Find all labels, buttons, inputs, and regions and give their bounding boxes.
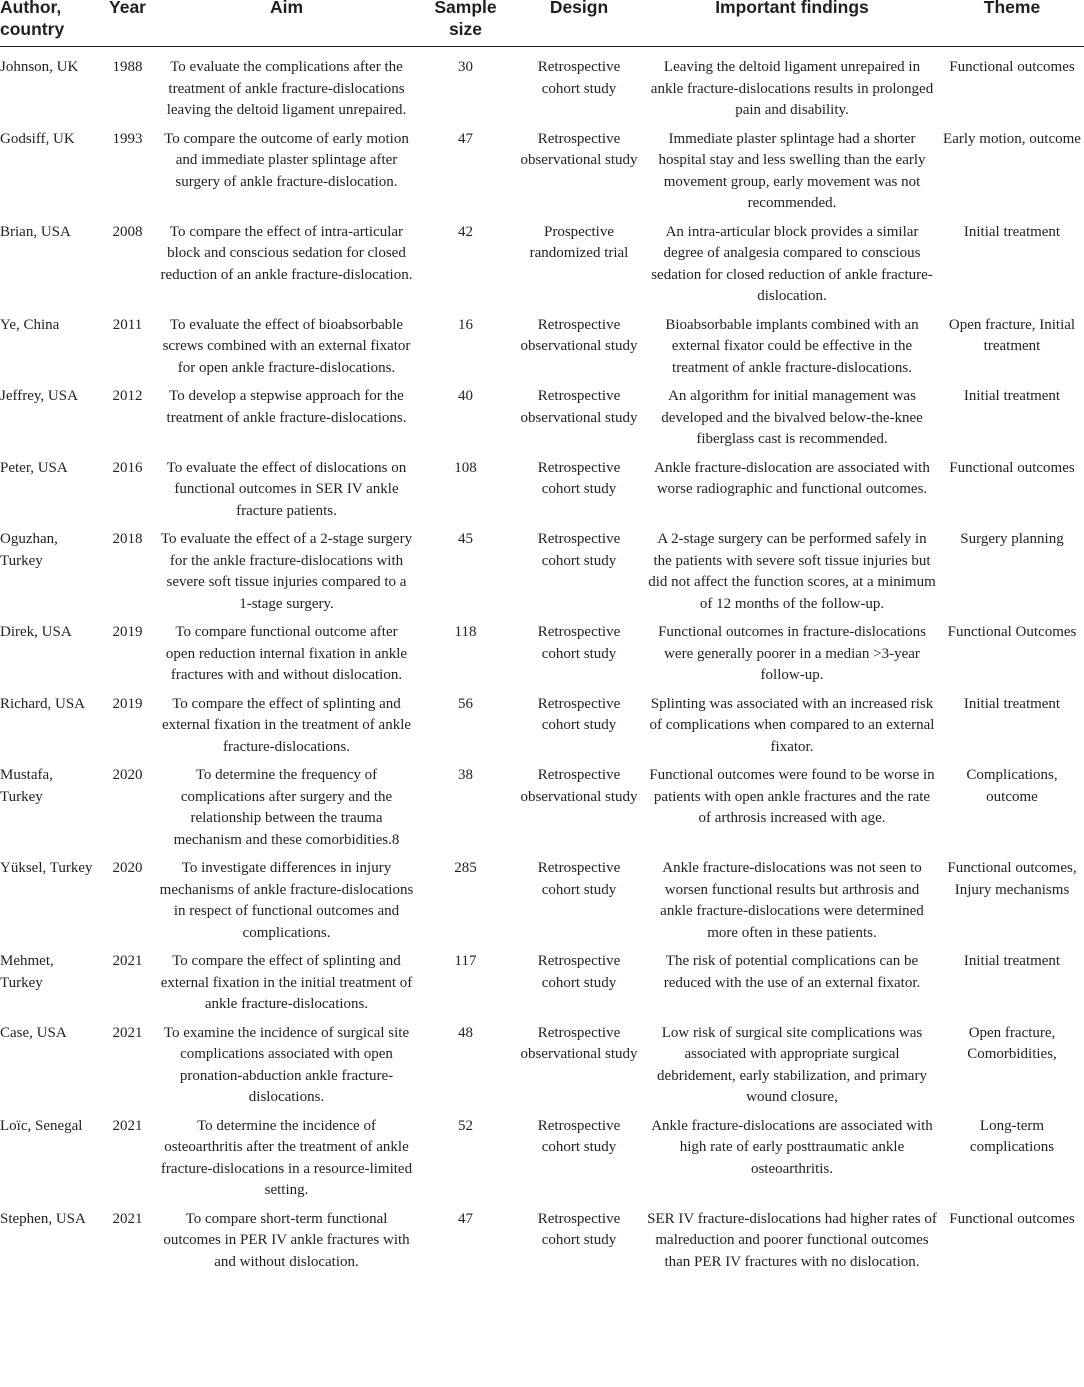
cell-author-country: Ye, China (0, 316, 60, 333)
cell-author-country: Johnson, UK (0, 59, 79, 75)
cell-design: Retrospective observational study (520, 767, 638, 805)
cell-design: Prospective randomized trial (529, 223, 629, 261)
cell-sample-size: 108 (454, 459, 477, 476)
cell-design: Retrospective cohort study (537, 1210, 621, 1248)
cell-sample-size: 118 (454, 624, 477, 640)
cell-aim: To compare functional outcome after open reduction internal fixation in ankle fractures with and without dislocation. (165, 624, 408, 683)
header-important-findings: Important findings (644, 0, 940, 47)
cell-important-findings: Bioabsorbable implants combined with an external fixator could be effective in the treatment of ankle fracture-dislocations. (665, 316, 919, 376)
cell-important-findings: An algorithm for initial management was developed and the bivalved below-the-knee fiberglass cast is recommended. (661, 388, 923, 447)
header-author-country: Author, country (0, 0, 99, 47)
cell-important-findings: Leaving the deltoid ligament unrepaired in ankle fracture-dislocations results in prolonged pain and disability. (650, 59, 934, 118)
cell-sample-size: 47 (458, 130, 473, 147)
cell-aim: To evaluate the effect of a 2-stage surgery for the ankle fracture-dislocations with severe soft tissue injuries compared to a 1-stage surgery. (160, 531, 413, 612)
cell-aim: To compare the effect of splinting and external fixation in the treatment of ankle fracture-dislocations. (161, 695, 412, 755)
table-row (0, 1023, 1084, 1116)
cell-year: 2019 (112, 624, 143, 640)
cell-important-findings: Functional outcomes in fracture-dislocations were generally poorer in a median >3-year follow-up. (658, 624, 926, 683)
table-header (0, 0, 1084, 47)
table-row (0, 315, 1084, 387)
cell-theme: Early motion, outcome (943, 130, 1081, 147)
cell-author-country: Stephen, USA (0, 1210, 86, 1227)
cell-theme: Surgery planning (960, 531, 1064, 547)
header-sample-size: Sample size (417, 0, 514, 47)
cell-author-country: Oguzhan, Turkey (0, 531, 58, 569)
cell-design: Retrospective cohort study (537, 59, 621, 97)
cell-year: 2021 (112, 1024, 143, 1041)
cell-design: Retrospective cohort study (537, 953, 621, 991)
table-row (0, 129, 1084, 222)
cell-sample-size: 45 (458, 531, 473, 547)
cell-design: Retrospective observational study (520, 1024, 638, 1062)
header-theme: Theme (940, 0, 1084, 47)
cell-author-country: Godsiff, UK (0, 130, 75, 147)
cell-aim: To investigate differences in injury mechanisms of ankle fracture-dislocations in respect of functional outcomes and complications. (159, 860, 414, 941)
cell-year: 2011 (112, 316, 143, 333)
cell-author-country: Loïc, Senegal (0, 1117, 83, 1134)
cell-design: Retrospective cohort study (537, 624, 621, 662)
cell-theme: Functional outcomes (949, 459, 1075, 476)
cell-aim: To develop a stepwise approach for the treatment of ankle fracture-dislocations. (166, 388, 407, 426)
table-row (0, 47, 1084, 129)
table-row (0, 694, 1084, 766)
cell-important-findings: A 2-stage surgery can be performed safely in the patients with severe soft tissue injuries but did not affect the function scores, at a minimum of 12 months of the follow-up. (648, 531, 936, 612)
cell-aim: To compare the effect of splinting and external fixation in the initial treatment of ankle fracture-dislocations. (160, 953, 413, 1012)
cell-year: 1988 (112, 59, 143, 75)
cell-year: 2016 (112, 459, 143, 476)
cell-important-findings: The risk of potential complications can be reduced with the use of an external fixator. (663, 953, 921, 991)
cell-aim: To evaluate the effect of dislocations on functional outcomes in SER IV ankle fracture patients. (166, 459, 407, 519)
table-row (0, 1209, 1084, 1281)
cell-sample-size: 47 (458, 1210, 473, 1227)
header-row (0, 0, 1084, 47)
cell-important-findings: Immediate plaster splintage had a shorter hospital stay and less swelling than the early movement group, early movement was not recommended. (658, 130, 926, 211)
cell-aim: To determine the incidence of osteoarthritis after the treatment of ankle fracture-dislocations in a resource-limited setting. (160, 1117, 413, 1198)
table-body (0, 47, 1084, 1281)
cell-important-findings: Functional outcomes were found to be worse in patients with open ankle fractures and the rate of arthrosis increased with age. (649, 767, 935, 826)
cell-sample-size: 285 (454, 860, 477, 876)
cell-design: Retrospective cohort study (537, 459, 621, 497)
cell-year: 1993 (112, 130, 143, 147)
cell-aim: To compare the effect of intra-articular block and conscious sedation for closed reduction of an ankle fracture-dislocation. (160, 223, 413, 283)
cell-year: 2020 (112, 860, 143, 876)
cell-theme: Open fracture, Initial treatment (948, 316, 1076, 354)
cell-important-findings: Ankle fracture-dislocation are associated with worse radiographic and functional outcomes. (654, 459, 930, 497)
cell-important-findings: Ankle fracture-dislocations are associated with high rate of early posttraumatic ankle osteoarthritis. (651, 1117, 933, 1177)
cell-aim: To evaluate the complications after the treatment of ankle fracture-dislocations leaving the deltoid ligament unrepaired. (166, 59, 407, 118)
cell-important-findings: SER IV fracture-dislocations had higher rates of malreduction and poorer functional outcomes than PER IV fractures with no dislocation. (647, 1210, 937, 1270)
cell-design: Retrospective cohort study (537, 1117, 621, 1155)
cell-sample-size: 52 (458, 1117, 473, 1134)
cell-aim: To determine the frequency of complications after surgery and the relationship between the trauma mechanism and these comorbidities.8 (173, 767, 400, 848)
cell-sample-size: 16 (458, 316, 473, 333)
cell-author-country: Brian, USA (0, 223, 71, 240)
header-aim: Aim (156, 0, 417, 47)
cell-author-country: Mehmet, Turkey (0, 953, 54, 991)
cell-important-findings: An intra-articular block provides a similar degree of analgesia compared to conscious sedation for closed reduction of ankle fracture-dislocation. (651, 223, 933, 304)
cell-theme: Functional outcomes (949, 1210, 1075, 1227)
table-row (0, 386, 1084, 458)
cell-theme: Complications, outcome (966, 767, 1058, 805)
table-row (0, 529, 1084, 622)
cell-author-country: Jeffrey, USA (0, 388, 78, 404)
cell-year: 2021 (112, 953, 143, 969)
cell-sample-size: 30 (458, 59, 473, 75)
table-row (0, 858, 1084, 951)
cell-year: 2021 (112, 1117, 143, 1134)
header-year: Year (99, 0, 156, 47)
table-row (0, 222, 1084, 315)
table-row (0, 765, 1084, 858)
cell-year: 2020 (112, 767, 143, 783)
cell-author-country: Mustafa, Turkey (0, 767, 53, 805)
cell-design: Retrospective observational study (520, 316, 638, 354)
cell-design: Retrospective cohort study (537, 531, 621, 569)
cell-sample-size: 117 (454, 953, 477, 969)
cell-theme: Functional outcomes (949, 59, 1075, 75)
cell-aim: To compare short-term functional outcomes in PER IV ankle fractures with and without dislocation. (163, 1210, 410, 1270)
cell-theme: Long-term complications (969, 1117, 1055, 1155)
cell-year: 2019 (112, 695, 143, 712)
cell-year: 2018 (112, 531, 143, 547)
cell-theme: Functional Outcomes (947, 624, 1077, 640)
cell-important-findings: Splinting was associated with an increased risk of complications when compared to an external fixator. (649, 695, 935, 755)
cell-sample-size: 42 (458, 223, 473, 240)
cell-author-country: Case, USA (0, 1024, 67, 1041)
cell-important-findings: Low risk of surgical site complications was associated with appropriate surgical debridement, early stabilization, and primary wound closure, (657, 1024, 927, 1105)
cell-year: 2021 (112, 1210, 143, 1227)
header-design: Design (514, 0, 644, 47)
cell-theme: Initial treatment (963, 223, 1061, 240)
cell-sample-size: 40 (458, 388, 473, 404)
cell-author-country: Direk, USA (0, 624, 72, 640)
cell-design: Retrospective observational study (520, 388, 638, 426)
cell-year: 2008 (112, 223, 143, 240)
cell-aim: To evaluate the effect of bioabsorbable screws combined with an external fixator for open ankle fracture-dislocations. (162, 316, 411, 376)
cell-author-country: Yüksel, Turkey (0, 860, 93, 876)
cell-theme: Initial treatment (963, 953, 1061, 969)
cell-design: Retrospective observational study (520, 130, 638, 168)
cell-author-country: Peter, USA (0, 459, 68, 476)
cell-sample-size: 48 (458, 1024, 473, 1041)
cell-year: 2012 (112, 388, 143, 404)
cell-theme: Functional outcomes, Injury mechanisms (947, 860, 1077, 898)
table-row (0, 951, 1084, 1023)
table-row (0, 1116, 1084, 1209)
cell-theme: Open fracture, Comorbidities, (967, 1024, 1057, 1062)
cell-design: Retrospective cohort study (537, 860, 621, 898)
cell-design: Retrospective cohort study (537, 695, 621, 733)
cell-aim: To compare the outcome of early motion and immediate plaster splintage after surgery of ankle fracture-dislocation. (164, 130, 409, 190)
table-row (0, 458, 1084, 530)
cell-sample-size: 56 (458, 695, 473, 712)
cell-author-country: Richard, USA (0, 695, 85, 712)
cell-theme: Initial treatment (963, 388, 1061, 404)
cell-important-findings: Ankle fracture-dislocations was not seen to worsen functional results but arthrosis and ankle fracture-dislocations were determined more often in these patients. (660, 860, 924, 941)
cell-theme: Initial treatment (963, 695, 1061, 712)
cell-sample-size: 38 (458, 767, 473, 783)
cell-aim: To examine the incidence of surgical site complications associated with open pronation-abduction ankle fracture-dislocations. (163, 1024, 410, 1105)
table-row (0, 622, 1084, 694)
